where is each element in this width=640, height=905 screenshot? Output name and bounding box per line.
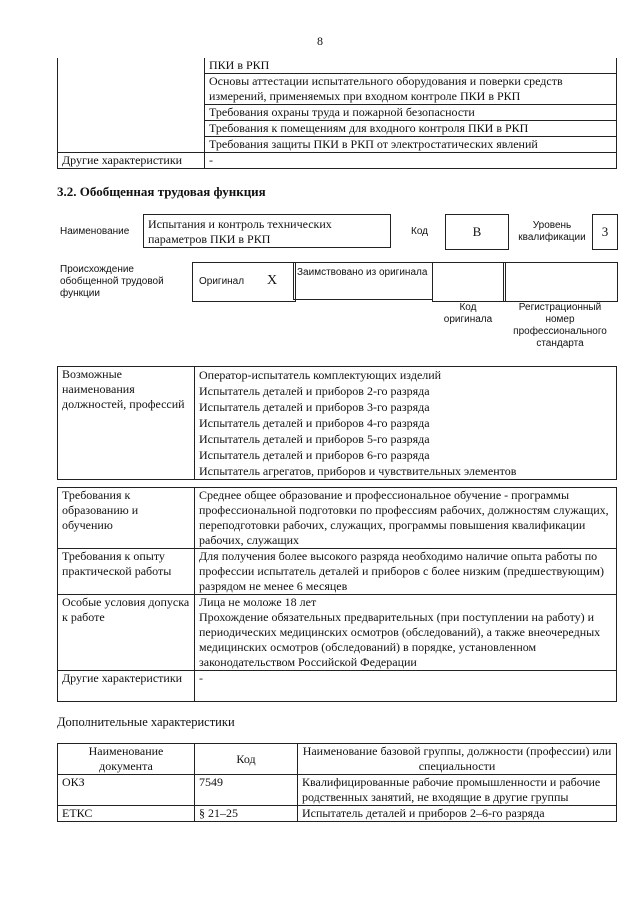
knowledge-item: ПКИ в РКП (205, 58, 617, 74)
reg-number-caption: Регистрационный номер профессионального стандарта (513, 302, 607, 349)
row-code: 7549 (195, 775, 298, 806)
origin-code-cell (432, 262, 506, 302)
row-name: Квалифицированные рабочие промышленности и рабочие родственных занятий, не входящие в другие группы (298, 775, 617, 806)
position-item: Оператор-испытатель комплектующих изделий (195, 367, 617, 384)
table-row (58, 775, 617, 806)
education-label: Требования к образованию и обучению (58, 488, 195, 549)
function-code-box: B (445, 214, 509, 250)
knowledge-item: Основы аттестации испытательного оборудования и поверки средств измерений, применяемых при входном контроле ПКИ в РКП (205, 74, 617, 105)
knowledge-item: Требования охраны труда и пожарной безопасности (205, 105, 617, 121)
borrowed-cell: Заимствовано из оригинала (293, 262, 433, 300)
code-label: Код (411, 226, 429, 237)
original-cell (192, 262, 296, 302)
experience-label: Требования к опыту практической работы (58, 549, 195, 595)
other-value: - (195, 671, 617, 702)
position-item: Испытатель деталей и приборов 5-го разряда (195, 431, 617, 447)
experience-value: Для получения более высокого разряда необходимо наличие опыта работы по профессии испытатель деталей и приборов с более низким (предшествующим) разрядом не менее 6 месяцев (195, 549, 617, 595)
special-conditions-value-2: Прохождение обязательных предварительных (при поступлении на работу) и периодических медицинских осмотров (обследований), а также внеочередных медицинских осмотров (обследований) в порядке, установленном законодательством Российской Федерации (195, 610, 617, 671)
knowledge-item: Требования к помещениям для входного контроля ПКИ в РКП (205, 121, 617, 137)
row-doc: ЕТКС (58, 806, 195, 822)
name-label: Наименование (60, 226, 130, 237)
level-label: Уровень квалификации (518, 220, 586, 243)
header-group-name: Наименование базовой группы, должности (профессии) или специальности (298, 744, 617, 775)
knowledge-table (57, 58, 617, 169)
other-characteristics-value: - (205, 153, 617, 169)
additional-title: Дополнительные характеристики (57, 715, 235, 729)
table-row (58, 806, 617, 822)
other-label: Другие характеристики (58, 671, 195, 702)
knowledge-label-cell (58, 58, 205, 153)
additional-table (57, 743, 617, 822)
origin-reg-cell (503, 262, 618, 302)
level-box: 3 (592, 214, 618, 250)
positions-label: Возможные наименования должностей, профессий (58, 367, 195, 480)
origin-label: Происхождение обобщенной трудовой функции (60, 264, 164, 299)
position-item: Испытатель агрегатов, приборов и чувствительных элементов (195, 463, 617, 480)
row-name: Испытатель деталей и приборов 2–6-го разряда (298, 806, 617, 822)
row-code: § 21–25 (195, 806, 298, 822)
knowledge-item: Требования защиты ПКИ в РКП от электростатических явлений (205, 137, 617, 153)
page-number: 8 (317, 34, 323, 48)
position-item: Испытатель деталей и приборов 4-го разряда (195, 415, 617, 431)
function-name-box: Испытания и контроль технических параметров ПКИ в РКП (143, 214, 391, 248)
other-characteristics-label: Другие характеристики (58, 153, 205, 169)
position-item: Испытатель деталей и приборов 6-го разряда (195, 447, 617, 463)
original-label: Оригинал (199, 276, 245, 287)
positions-table (57, 366, 617, 480)
header-code: Код (195, 744, 298, 775)
education-value: Среднее общее образование и профессиональное обучение - программы профессиональной подготовки по профессиям рабочих, должностям служащих, переподготовки рабочих, служащих, программы повышения квалификации рабочих, служащих (195, 488, 617, 549)
section-title: 3.2. Обобщенная трудовая функция (57, 184, 266, 199)
requirements-table (57, 487, 617, 702)
special-conditions-label: Особые условия допуска к работе (58, 595, 195, 671)
header-document: Наименование документа (58, 744, 195, 775)
code-original-caption: Код оригинала (443, 302, 493, 325)
original-mark: X (267, 273, 278, 288)
row-doc: ОКЗ (58, 775, 195, 806)
special-conditions-value-1: Лица не моложе 18 лет (195, 595, 617, 611)
position-item: Испытатель деталей и приборов 2-го разряда (195, 383, 617, 399)
position-item: Испытатель деталей и приборов 3-го разряда (195, 399, 617, 415)
